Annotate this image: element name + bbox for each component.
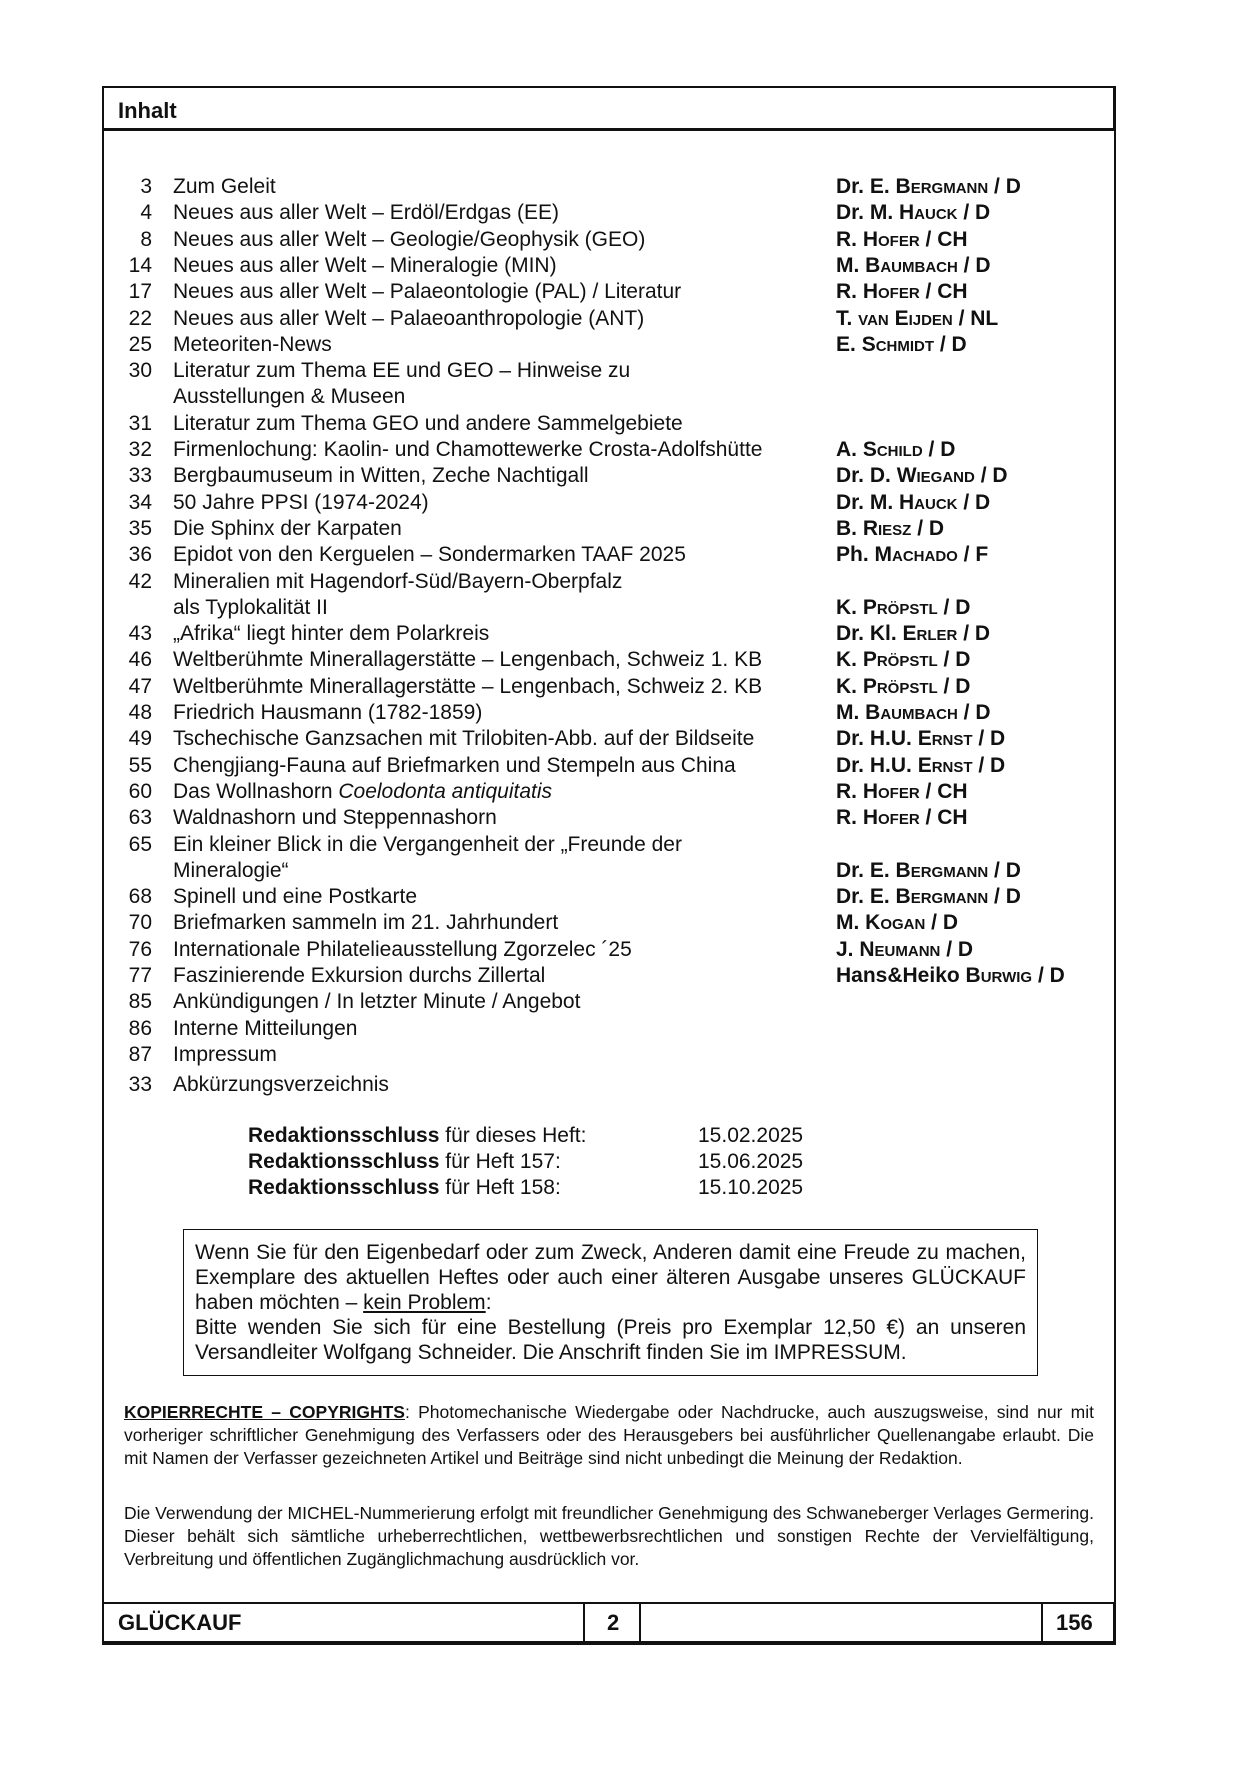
- author-surname: Neumann: [859, 937, 941, 961]
- author-country: / NL: [952, 306, 999, 330]
- author-surname: Erler: [902, 622, 958, 646]
- author-surname: Burwig: [965, 964, 1033, 987]
- author-initials: R.: [836, 806, 863, 830]
- toc-title-text: Tschechische Ganzsachen mit Trilobiten-Abb. auf der Bildseite: [173, 727, 755, 751]
- deadline-label: für dieses Heft:: [439, 1124, 587, 1147]
- toc-author: [836, 963, 1065, 989]
- toc-title: [173, 884, 417, 910]
- author-initials: Ph.: [836, 543, 875, 567]
- toc-page-number: 87: [128, 1042, 152, 1066]
- author-surname: Bergmann: [895, 885, 989, 909]
- toc-title: [173, 200, 559, 226]
- toc-author: [836, 253, 991, 279]
- toc-title-text: Epidot von den Kerguelen – Sondermarken TAAF 2025: [173, 543, 686, 567]
- author-initials: T.: [836, 306, 859, 330]
- author-country: / D: [925, 911, 959, 935]
- toc-title: [173, 989, 580, 1015]
- toc-title-text: Zum Geleit: [173, 175, 276, 198]
- author-initials: Dr. E.: [836, 858, 896, 882]
- author-surname: Pröpstl: [862, 648, 938, 672]
- author-surname: Machado: [874, 543, 958, 567]
- deadline-date: 15.10.2025: [698, 1176, 804, 1199]
- author-initials: Dr. H.U.: [836, 753, 918, 777]
- toc-title: [173, 674, 762, 700]
- author-initials: R.: [836, 280, 863, 304]
- toc-author: [836, 858, 1021, 884]
- toc-page-number: 77: [128, 964, 152, 987]
- toc-page-number: 32: [128, 438, 152, 461]
- toc-title: [173, 1016, 357, 1042]
- toc-title-text: Chengjiang-Fauna auf Briefmarken und Stempeln aus China: [173, 753, 736, 777]
- author-surname: Schmidt: [861, 332, 935, 356]
- toc-page-number: 43: [128, 622, 152, 646]
- author-surname: Bergmann: [895, 858, 989, 882]
- author-surname: Ernst: [917, 727, 973, 751]
- deadline-date: 15.02.2025: [698, 1124, 804, 1147]
- order-notice-box: [183, 1229, 1038, 1376]
- toc-page-number: 4: [140, 201, 152, 225]
- author-country: / D: [937, 674, 971, 698]
- toc-title-text: Impressum: [173, 1042, 277, 1066]
- toc-title: [173, 595, 328, 621]
- footer-divider: [583, 1604, 585, 1642]
- author-initials: Dr. H.U.: [836, 727, 918, 751]
- author-initials: K.: [836, 595, 863, 619]
- toc-author: [836, 805, 968, 831]
- toc-page-number: 60: [128, 779, 152, 803]
- toc-author: [836, 779, 968, 805]
- toc-page-number: 3: [140, 175, 152, 198]
- toc-title: [173, 726, 754, 752]
- author-initials: Dr. E.: [836, 175, 896, 198]
- toc-author: [836, 542, 988, 568]
- toc-title: [173, 910, 558, 936]
- author-country: / D: [957, 201, 991, 225]
- deadline-label-bold: Redaktionsschluss: [248, 1176, 440, 1199]
- toc-title-text: „Afrika“ liegt hinter dem Polarkreis: [173, 622, 490, 646]
- toc-title-text: Ausstellungen & Museen: [173, 385, 406, 409]
- author-surname: Pröpstl: [862, 595, 938, 619]
- author-initials: K.: [836, 674, 863, 698]
- page-title: Inhalt: [118, 98, 177, 123]
- toc-title: [173, 963, 545, 989]
- deadline-row: [248, 1123, 586, 1149]
- toc-author: [836, 279, 968, 305]
- author-surname: Bergmann: [895, 175, 989, 198]
- toc-title-text: Ein kleiner Blick in die Vergangenheit der „Freunde der: [173, 832, 682, 856]
- toc-title: [173, 700, 482, 726]
- toc-author: [836, 595, 970, 621]
- toc-title-text: Literatur zum Thema GEO und andere Sammelgebiete: [173, 411, 683, 435]
- toc-title-text: Literatur zum Thema EE und GEO – Hinweise zu: [173, 359, 631, 383]
- toc-title-text: Faszinierende Exkursion durchs Zillertal: [173, 964, 546, 987]
- toc-author: [836, 753, 1005, 779]
- deadline-date: 15.06.2025: [698, 1150, 804, 1173]
- author-initials: A.: [836, 438, 863, 461]
- author-country: / D: [988, 858, 1021, 882]
- toc-page-number: 86: [128, 1016, 152, 1040]
- author-country: / D: [988, 885, 1021, 909]
- toc-page-number: 47: [128, 674, 152, 698]
- toc-title-text: Meteoriten-News: [173, 332, 332, 356]
- author-initials: B.: [836, 516, 863, 540]
- author-surname: Hofer: [862, 227, 920, 251]
- author-country: / D: [957, 701, 991, 724]
- author-country: / D: [934, 332, 967, 356]
- author-initials: Dr. M.: [836, 201, 900, 225]
- footer-journal: GLÜCKAUF: [118, 1610, 242, 1635]
- author-country: / D: [957, 490, 991, 514]
- toc-title-text: Briefmarken sammeln im 21. Jahrhundert: [173, 911, 559, 935]
- toc-title-text: Interne Mitteilungen: [173, 1016, 358, 1040]
- notice-link[interactable]: kein Problem: [363, 1291, 486, 1314]
- author-surname: Kogan: [865, 911, 926, 935]
- toc-title-text: Neues aus aller Welt – Mineralogie (MIN): [173, 253, 557, 277]
- copyright-text: : Photomechanische Wiedergabe oder Nachdrucke, auch auszugsweise, sind nur mit vorheriger schriftlicher Genehmigung des Verfassers oder des Herausgebers bei ausführlicher Quellenangabe erlaubt. Die mit Namen der Verfasser gezeichneten Artikel und Beiträge sind nicht unbedingt die Meinung der Redaktion.: [124, 1402, 1094, 1468]
- toc-author: [836, 910, 958, 936]
- toc-page-number: 17: [128, 280, 152, 304]
- toc-title: [173, 753, 736, 779]
- toc-page-number: 42: [128, 569, 152, 593]
- author-surname: Hofer: [862, 280, 920, 304]
- toc-page-number: 49: [128, 727, 152, 751]
- notice-text: Wenn Sie für den Eigenbedarf oder zum Zweck, Anderen damit eine Freude zu machen, Exemplare des aktuellen Heftes oder auch einer älteren Ausgabe unseres GLÜCKAUF haben möchten –: [195, 1241, 1026, 1314]
- toc-title: [173, 779, 552, 805]
- author-surname: Hauck: [899, 201, 958, 225]
- author-initials: M.: [836, 701, 866, 724]
- toc-title-text: Neues aus aller Welt – Palaeoanthropologie (ANT): [173, 306, 645, 330]
- toc-page-number: 33: [128, 1073, 152, 1096]
- toc-author: [836, 227, 968, 253]
- author-initials: Dr. Kl.: [836, 622, 903, 646]
- toc-title: [173, 542, 686, 568]
- toc-page-number: 36: [128, 543, 152, 567]
- toc-title-text: 50 Jahre PPSI (1974-2024): [173, 490, 429, 514]
- author-surname: Hofer: [862, 779, 920, 803]
- toc-author: [836, 437, 955, 463]
- author-country: / D: [937, 648, 971, 672]
- toc-author: [836, 674, 970, 700]
- author-initials: Dr. E.: [836, 885, 896, 909]
- author-country: / CH: [919, 806, 968, 830]
- author-initials: M.: [836, 253, 866, 277]
- author-initials: Hans&Heiko: [836, 964, 966, 987]
- toc-author: [836, 200, 990, 226]
- author-country: / D: [988, 175, 1021, 198]
- author-surname: Riesz: [862, 516, 912, 540]
- author-country: / D: [957, 622, 991, 646]
- author-country: / D: [972, 727, 1006, 751]
- deadline-label-bold: Redaktionsschluss: [248, 1150, 440, 1173]
- author-country: / CH: [919, 779, 968, 803]
- toc-page-number: 70: [128, 911, 152, 935]
- michel-paragraph: [124, 1502, 1094, 1571]
- toc-page-number: 33: [128, 464, 152, 488]
- toc-page-number: 46: [128, 648, 152, 672]
- toc-page-number: 25: [128, 332, 152, 356]
- toc-author: [836, 174, 1021, 200]
- toc-title-text: Friedrich Hausmann (1782-1859): [173, 701, 483, 724]
- author-surname: Hauck: [899, 490, 958, 514]
- toc-title: [173, 279, 681, 305]
- author-country: / CH: [919, 280, 968, 304]
- toc-title: [173, 332, 332, 358]
- toc-page-number: 14: [128, 253, 152, 277]
- toc-title: Abkürzungsverzeichnis: [173, 1073, 389, 1096]
- toc-title-text: Firmenlochung: Kaolin- und Chamottewerke Crosta-Adolfshütte: [173, 438, 763, 461]
- author-surname: Baumbach: [865, 701, 958, 724]
- toc-title: [173, 832, 682, 858]
- toc-title: [173, 384, 405, 410]
- toc-author: [836, 884, 1021, 910]
- toc-author: [836, 647, 970, 673]
- toc-author: [836, 306, 998, 332]
- toc-title-text: Mineralogie“: [173, 858, 289, 882]
- toc-title-italic: Coelodonta antiquitatis: [338, 779, 553, 803]
- author-country: / D: [911, 516, 945, 540]
- toc-author: [836, 937, 973, 963]
- footer-divider: [639, 1604, 641, 1642]
- toc-author: [836, 490, 990, 516]
- toc-title: [173, 253, 557, 279]
- toc-page-number: 22: [128, 306, 152, 330]
- author-initials: Dr. M.: [836, 490, 900, 514]
- toc-author: [836, 463, 1008, 489]
- toc-author: [836, 700, 991, 726]
- notice-text-order: Bitte wenden Sie sich für eine Bestellung (Preis pro Exemplar 12,50 €) an unseren Versandleiter Wolfgang Schneider. Die Anschrift finden Sie im IMPRESSUM.: [195, 1316, 1026, 1364]
- toc-title-text: Das Wollnashorn: [173, 779, 339, 803]
- author-surname: Schild: [862, 438, 923, 461]
- toc-title-text: Ankündigungen / In letzter Minute / Angebot: [173, 990, 581, 1014]
- author-country: / D: [972, 753, 1006, 777]
- toc-title: [173, 437, 762, 463]
- toc-title-text: Spinell und eine Postkarte: [173, 885, 417, 909]
- author-surname: van Eijden: [858, 306, 953, 330]
- toc-title-text: Neues aus aller Welt – Geologie/Geophysik (GEO): [173, 227, 646, 251]
- toc-title: [173, 621, 489, 647]
- toc-title: [173, 411, 683, 437]
- toc-author: [836, 621, 990, 647]
- toc-title-text: Weltberühmte Minerallagerstätte – Lengenbach, Schweiz 2. KB: [173, 674, 763, 698]
- author-initials: R.: [836, 227, 863, 251]
- toc-title: [173, 306, 644, 332]
- toc-title: [173, 174, 276, 200]
- toc-page-number: 8: [140, 227, 152, 251]
- deadline-label: für Heft 158:: [439, 1176, 561, 1199]
- author-country: / D: [940, 937, 974, 961]
- toc-title: [173, 227, 645, 253]
- toc-title: [173, 516, 402, 542]
- toc-title-text: Internationale Philatelieausstellung Zgorzelec ´25: [173, 937, 632, 961]
- toc-title-text: Waldnashorn und Steppennashorn: [173, 806, 497, 830]
- author-surname: Pröpstl: [862, 674, 938, 698]
- author-country: / F: [957, 543, 989, 567]
- michel-text: Die Verwendung der MICHEL-Nummerierung erfolgt mit freundlicher Genehmigung des Schwaneberger Verlages Germering. Dieser behält sich sämtliche urheberrechtlichen, wettbewerbsrechtlichen und sonstigen Rechte der Vervielfältigung, Verbreitung und öffentlichen Zugänglichmachung ausdrücklich vor.: [124, 1503, 1094, 1569]
- author-surname: Wiegand: [896, 464, 975, 488]
- toc-title: [173, 463, 589, 489]
- author-initials: Dr. D.: [836, 464, 897, 488]
- toc-title: [173, 647, 762, 673]
- toc-title: [173, 805, 497, 831]
- toc-page-number: 68: [128, 885, 152, 909]
- footer-bar: [102, 1602, 1116, 1644]
- toc-page-number: 55: [128, 753, 152, 777]
- copyright-caption: KOPIERRECHTE – COPYRIGHTS: [124, 1402, 405, 1422]
- toc-title-text: Neues aus aller Welt – Erdöl/Erdgas (EE): [173, 201, 559, 225]
- author-country: / CH: [919, 227, 968, 251]
- toc-page-number: 35: [128, 516, 152, 540]
- author-country: / D: [957, 253, 991, 277]
- notice-text-colon: :: [485, 1291, 492, 1314]
- toc-title-text: Weltberühmte Minerallagerstätte – Lengenbach, Schweiz 1. KB: [173, 648, 763, 672]
- deadline-row: [248, 1149, 561, 1175]
- toc-title: [173, 937, 632, 963]
- toc-author: [836, 726, 1005, 752]
- author-initials: M.: [836, 911, 866, 935]
- author-initials: R.: [836, 779, 863, 803]
- toc-title: [173, 358, 630, 384]
- toc-title-text: Bergbaumuseum in Witten, Zeche Nachtigall: [173, 464, 589, 488]
- footer-divider: [1041, 1604, 1043, 1642]
- toc-title-text: Mineralien mit Hagendorf-Süd/Bayern-Oberpfalz: [173, 569, 623, 593]
- toc-title-text: als Typlokalität II: [173, 595, 328, 619]
- author-initials: K.: [836, 648, 863, 672]
- toc-page-number: 48: [128, 701, 152, 724]
- author-surname: Hofer: [862, 806, 920, 830]
- toc-page-number: 63: [128, 806, 152, 830]
- toc-page-number: 85: [128, 990, 152, 1014]
- toc-title: [173, 490, 429, 516]
- deadline-label-bold: Redaktionsschluss: [248, 1124, 440, 1147]
- author-initials: J.: [836, 937, 860, 961]
- author-surname: Ernst: [917, 753, 973, 777]
- toc-page-number: 76: [128, 937, 152, 961]
- toc-title-text: Neues aus aller Welt – Palaeontologie (PAL) / Literatur: [173, 280, 682, 304]
- toc-title: [173, 858, 289, 884]
- toc-title: [173, 1042, 277, 1068]
- deadline-label: für Heft 157:: [439, 1150, 561, 1173]
- author-country: / D: [922, 438, 956, 461]
- toc-author: [836, 516, 944, 542]
- footer-issue-number: 156: [1056, 1610, 1093, 1635]
- toc-title: [173, 569, 622, 595]
- toc-title-text: Die Sphinx der Karpaten: [173, 516, 402, 540]
- header-bar: [102, 86, 1116, 131]
- deadline-row: [248, 1175, 561, 1201]
- toc-page-number: 34: [128, 490, 152, 514]
- author-initials: E.: [836, 332, 862, 356]
- author-country: / D: [1032, 964, 1065, 987]
- toc-author: [836, 332, 967, 358]
- author-country: / D: [937, 595, 971, 619]
- toc-page-number: 30: [128, 359, 152, 383]
- author-surname: Baumbach: [865, 253, 958, 277]
- toc-page-number: 65: [128, 832, 152, 856]
- author-country: / D: [974, 464, 1008, 488]
- copyright-paragraph: [124, 1401, 1094, 1470]
- footer-page-number: 2: [607, 1610, 620, 1635]
- toc-page-number: 31: [128, 411, 152, 435]
